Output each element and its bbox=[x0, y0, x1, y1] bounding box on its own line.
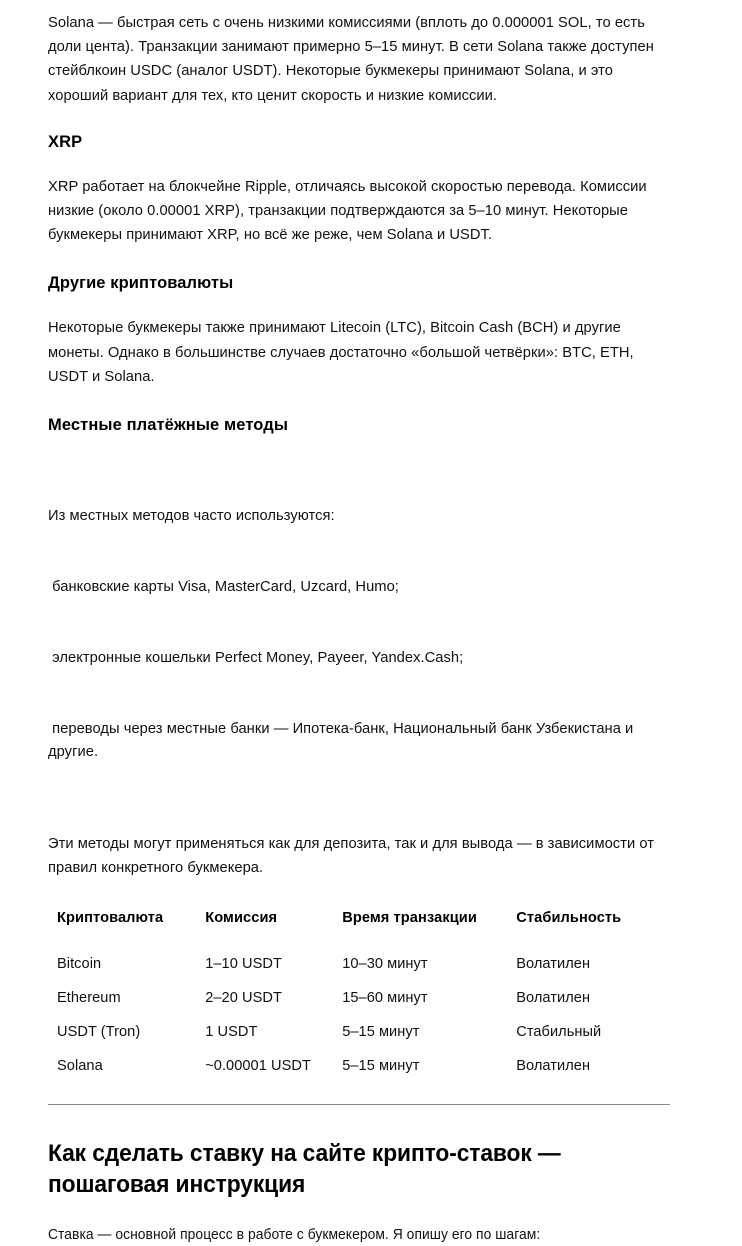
local-methods-list bbox=[48, 458, 672, 812]
table-cell-currency: Solana bbox=[57, 1058, 103, 1075]
crypto-comparison-table bbox=[57, 908, 651, 1090]
table-cell-currency: Bitcoin bbox=[57, 956, 102, 973]
table-row bbox=[57, 954, 651, 988]
table-cell-fee: ~0.00001 USDT bbox=[205, 1058, 311, 1075]
local-methods-note: Эти методы могут применяться как для депозита, так и для вывода — в зависимости от правил конкретного букмекера. bbox=[48, 835, 655, 877]
table-cell-fee: 1 USDT bbox=[205, 1024, 258, 1041]
list-item: банковские карты Visa, MasterCard, Uzcard, Humo; bbox=[48, 579, 399, 595]
table-cell-stability: Стабильный bbox=[516, 1024, 602, 1041]
table-cell-time: 5–15 минут bbox=[342, 1024, 420, 1041]
section-paragraph-other-crypto: Некоторые букмекеры также принимают Litecoin (LTC), Bitcoin Cash (BCH) и другие монеты. Однако в большинстве случаев достаточно «большой четвёрки»: BTC, ETH, USDT и Solana. bbox=[48, 320, 634, 385]
table-cell-currency: USDT (Tron) bbox=[57, 1024, 141, 1041]
table-header-row bbox=[57, 908, 651, 954]
table-header-cell: Криптовалюта bbox=[57, 910, 164, 927]
section-heading-xrp: XRP bbox=[48, 132, 83, 151]
section-paragraph-xrp: XRP работает на блокчейне Ripple, отличаясь высокой скоростью перевода. Комиссии низкие (около 0.00001 XRP), транзакции подтверждаются за 5–10 минут. Некоторые букмекеры принимают XRP, но всё же реже, чем Solana и USDT. bbox=[48, 178, 647, 244]
section-heading-local-methods: Местные платёжные методы bbox=[48, 416, 289, 435]
section-divider bbox=[48, 1104, 670, 1105]
table-row bbox=[57, 1056, 651, 1090]
page-title-next-section: Как сделать ставку на сайте крипто-ставок — пошаговая инструкция bbox=[48, 1140, 561, 1199]
list-item: электронные кошельки Perfect Money, Payeer, Yandex.Cash; bbox=[48, 649, 464, 666]
list-item: переводы через местные банки — Ипотека-банк, Национальный банк Узбекистана и другие. bbox=[48, 720, 638, 761]
table-row bbox=[57, 1022, 651, 1056]
table-cell-stability: Волатилен bbox=[516, 956, 591, 973]
table-cell-currency: Ethereum bbox=[57, 990, 121, 1007]
table-cell-time: 10–30 минут bbox=[342, 956, 428, 973]
local-methods-lead: Из местных методов часто используются: bbox=[48, 508, 335, 525]
table-row bbox=[57, 988, 651, 1022]
table-cell-fee: 1–10 USDT bbox=[205, 956, 282, 973]
table-cell-time: 15–60 минут bbox=[342, 990, 428, 1007]
table-cell-time: 5–15 минут bbox=[342, 1058, 420, 1075]
table-cell-stability: Волатилен bbox=[516, 1058, 591, 1075]
table-header-cell: Время транзакции bbox=[342, 910, 477, 927]
article-content bbox=[48, 0, 672, 1246]
table-header-cell: Стабильность bbox=[516, 910, 622, 927]
table-cell-fee: 2–20 USDT bbox=[205, 990, 282, 1007]
intro-paragraph: Solana — быстрая сеть с очень низкими комиссиями (вплоть до 0.000001 SOL, то есть доли цента). Транзакции занимают примерно 5–15 минут. В сети Solana также доступен стейблкоин USDC (аналог USDT). Некоторые букмекеры принимают Solana, и это хороший вариант для тех, кто ценит скорость и низкие комиссии. bbox=[48, 15, 654, 104]
table-header-cell: Комиссия bbox=[205, 910, 278, 927]
section-heading-other-crypto: Другие криптовалюты bbox=[48, 274, 234, 293]
table-cell-stability: Волатилен bbox=[516, 990, 591, 1007]
next-section-paragraph: Ставка — основной процесс в работе с букмекером. Я опишу его по шагам: bbox=[48, 1227, 541, 1244]
